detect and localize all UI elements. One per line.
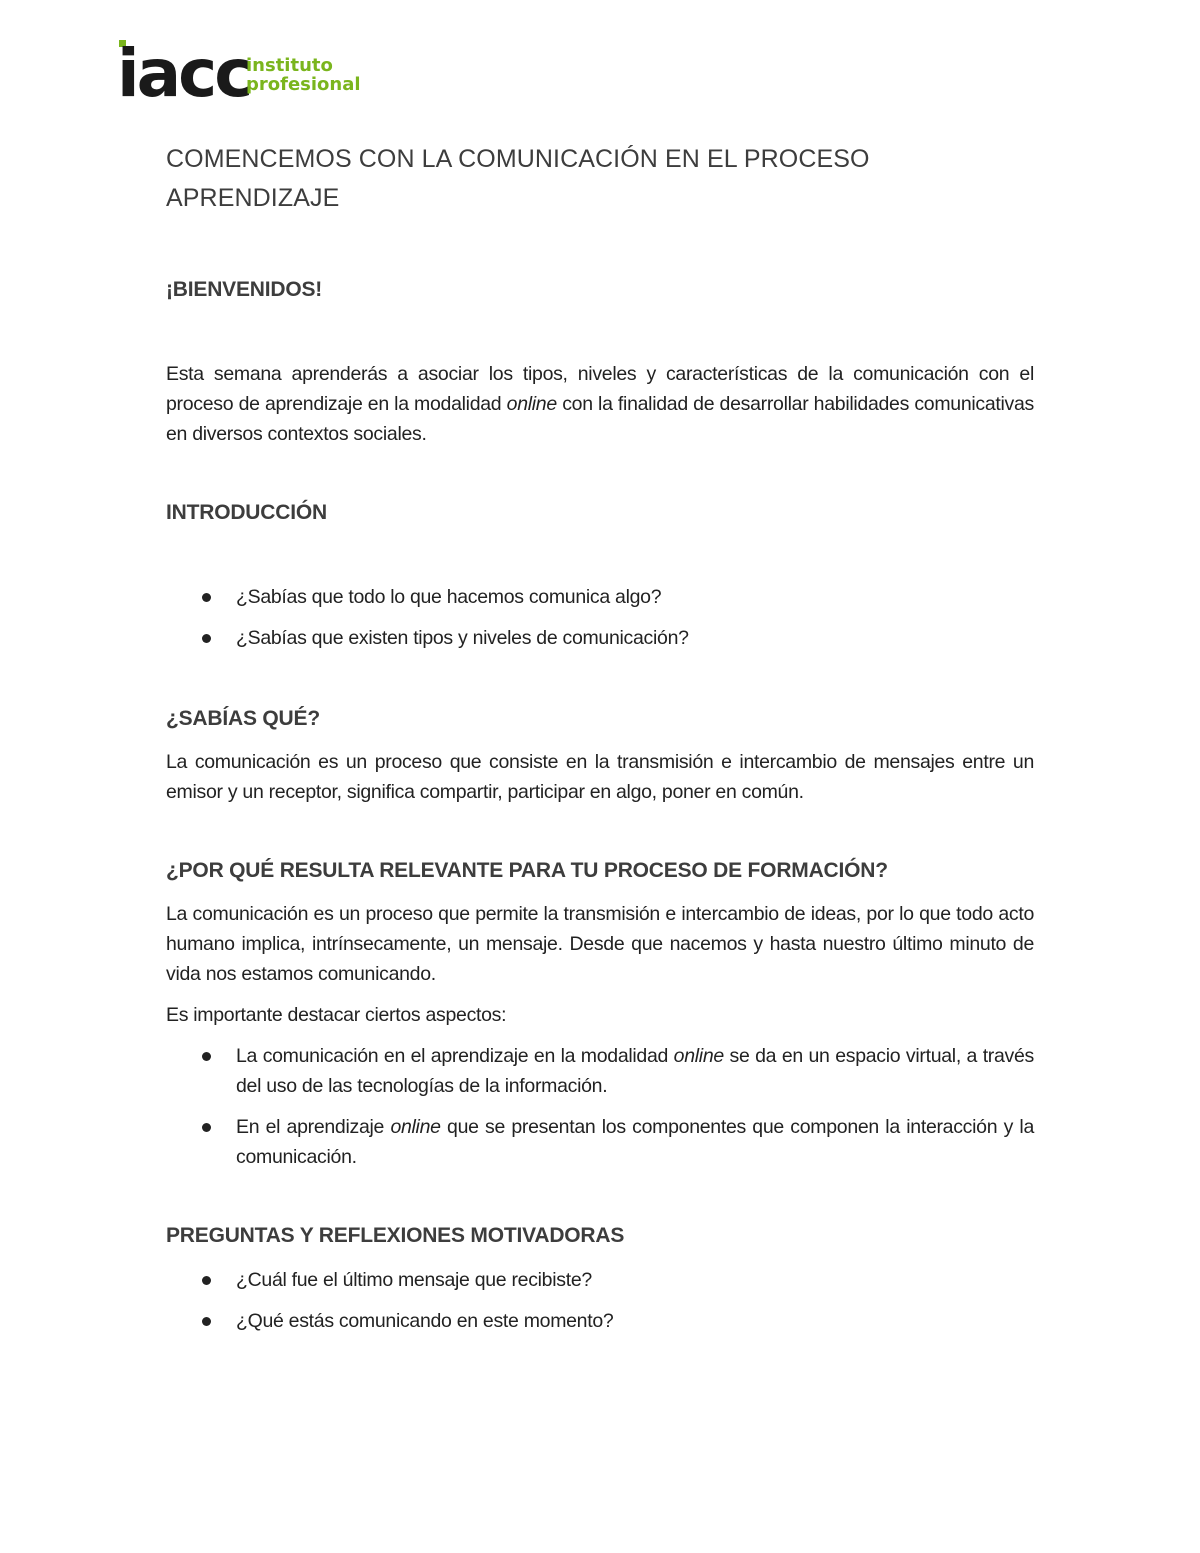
logo-line1: instituto (246, 55, 333, 76)
list-item (166, 1265, 1034, 1295)
logo-wordmark: iacc (117, 40, 251, 100)
iacc-logo-graphic (117, 40, 377, 100)
preguntas-list (166, 1265, 1034, 1336)
list-item-text-after: se da en un espacio virtual, a través del uso de las tecnologías de la información. (236, 1045, 1034, 1097)
list-item-text-italic: online (673, 1045, 724, 1067)
list-item-text: ¿Sabías que existen tipos y niveles de comunicación? (236, 627, 689, 649)
relevante-list (166, 1041, 1034, 1172)
list-item (166, 623, 1034, 653)
logo-line2: profesional (246, 74, 361, 95)
list-item-text: ¿Cuál fue el último mensaje que recibiste? (236, 1269, 592, 1291)
list-item-text: ¿Qué estás comunicando en este momento? (236, 1310, 614, 1332)
list-item-text: ¿Sabías que todo lo que hacemos comunica algo? (236, 586, 662, 608)
list-item (166, 582, 1034, 612)
list-item-text-before: En el aprendizaje (236, 1116, 391, 1138)
bullet-icon (202, 1317, 211, 1326)
relevante-paragraph: La comunicación es un proceso que permite la transmisión e intercambio de ideas, por lo que todo acto humano implica, intrínsecamente, un mensaje. Desde que nacemos y hasta nuestro último minuto de vida nos estamos comunicando. (166, 903, 1034, 985)
welcome-text-italic: online (506, 393, 557, 415)
bullet-icon (202, 1276, 211, 1285)
sabias-heading: ¿SABÍAS QUÉ? (166, 707, 320, 730)
intro-heading: INTRODUCCIÓN (166, 501, 327, 524)
bullet-icon (202, 1123, 211, 1132)
welcome-paragraph (166, 359, 1034, 449)
intro-list (166, 582, 1034, 653)
list-item-text-italic: online (390, 1116, 441, 1138)
list-item-text-after: que se presentan los componentes que componen la interacción y la comunicación. (236, 1116, 1034, 1168)
relevante-heading: ¿POR QUÉ RESULTA RELEVANTE PARA TU PROCESO DE FORMACIÓN? (166, 859, 888, 882)
list-item (166, 1041, 1034, 1101)
page-title: COMENCEMOS CON LA COMUNICACIÓN EN EL PROCESO APRENDIZAJE (166, 145, 870, 212)
welcome-text-after: con la finalidad de desarrollar habilidades comunicativas en diversos contextos sociales. (166, 393, 1034, 445)
bullet-icon (202, 634, 211, 643)
list-item-text-before: La comunicación en el aprendizaje en la modalidad (236, 1045, 674, 1067)
relevante-intro: Es importante destacar ciertos aspectos: (166, 1004, 507, 1026)
welcome-text-before: Esta semana aprenderás a asociar los tipos, niveles y características de la comunicación con el proceso de aprendizaje en la modalidad (166, 363, 1034, 415)
list-item (166, 1112, 1034, 1172)
preguntas-heading: PREGUNTAS Y REFLEXIONES MOTIVADORAS (166, 1224, 625, 1247)
bullet-icon (202, 1052, 211, 1061)
sabias-paragraph: La comunicación es un proceso que consiste en la transmisión e intercambio de mensajes entre un emisor y un receptor, significa compartir, participar en algo, poner en común. (166, 751, 1034, 803)
bullet-icon (202, 593, 211, 602)
iacc-logo (117, 40, 377, 100)
welcome-heading: ¡BIENVENIDOS! (166, 278, 323, 301)
list-item (166, 1306, 1034, 1336)
